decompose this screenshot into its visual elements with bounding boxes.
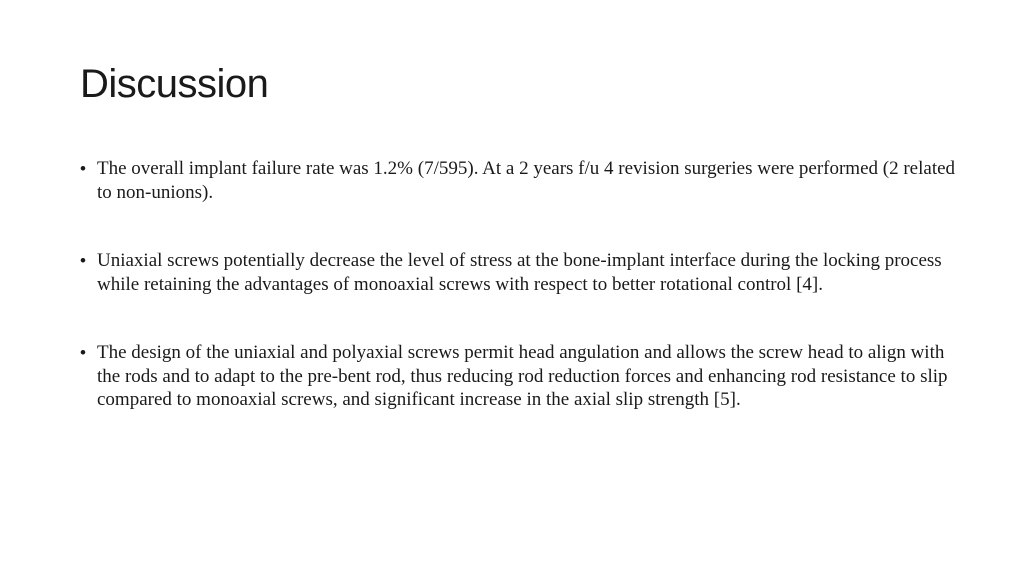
bullet-list: [80, 157, 960, 457]
bullet-item-screw-design: [80, 341, 960, 412]
bullet-marker: •: [80, 343, 86, 362]
bullet-marker: •: [80, 159, 86, 178]
bullet-marker: •: [80, 251, 86, 270]
slide-title: Discussion: [80, 62, 269, 106]
bullet-text: Uniaxial screws potentially decrease the level of stress at the bone-implant interface during the locking process while retaining the advantages of monoaxial screws with respect to better rotational control [4].: [97, 250, 942, 295]
bullet-item-failure-rate: [80, 157, 960, 204]
bullet-item-uniaxial-screws: [80, 249, 960, 296]
bullet-text: The design of the uniaxial and polyaxial screws permit head angulation and allows the screw head to align with the rods and to adapt to the pre-bent rod, thus reducing rod reduction forces and enhancing rod resistance to slip compared to monoaxial screws, and significant increase in the axial slip strength [5].: [97, 342, 948, 410]
bullet-text: The overall implant failure rate was 1.2% (7/595). At a 2 years f/u 4 revision surgeries were performed (2 related to non-unions).: [97, 158, 956, 203]
